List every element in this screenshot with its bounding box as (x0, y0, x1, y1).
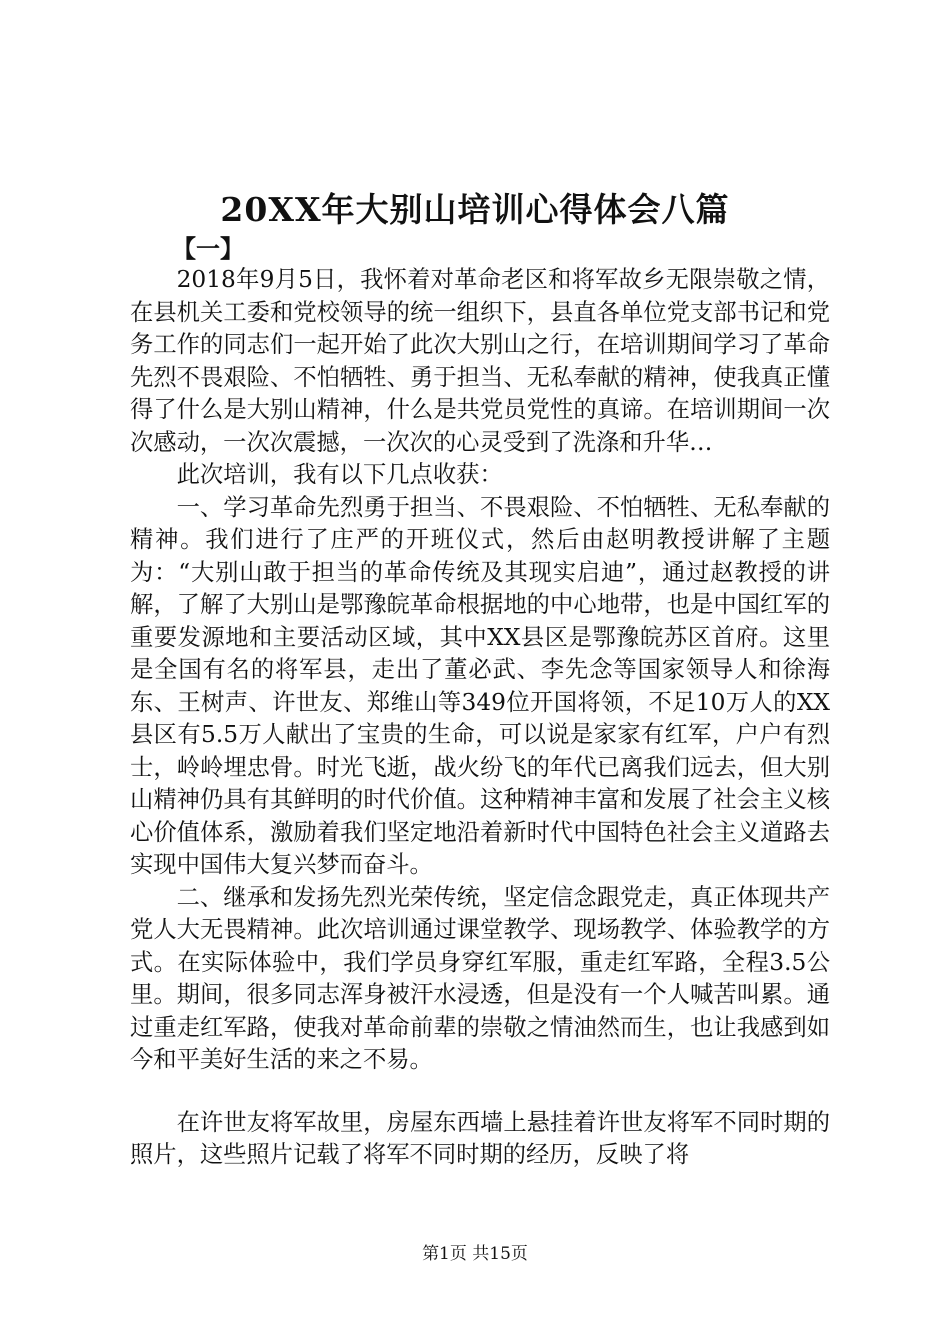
paragraph-xu-shiyou-hometown: 在许世友将军故里，房屋东西墙上悬挂着许世友将军不同时期的照片，这些照片记载了将军不同时期的经历，反映了将 (130, 1108, 830, 1168)
document-title: 20XX年大别山培训心得体会八篇 (220, 190, 730, 229)
paragraph-intro: 2018年9月5日，我怀着对革命老区和将军故乡无限崇敬之情，在县机关工委和党校领导的统一组织下，县直各单位党支部书记和党务工作的同志们一起开始了此次大别山之行，在培训期间学习了革命先烈不畏艰险、不怕牺牲、勇于担当、无私奉献的精神，使我真正懂得了什么是大别山精神，什么是共党员党性的真谛。在培训期间一次次感动，一次次震撼，一次次的心灵受到了洗涤和升华… (130, 266, 830, 456)
paragraph-spacer (130, 1077, 830, 1107)
paragraph-gains-heading: 此次培训，我有以下几点收获： (176, 461, 503, 488)
paragraph-point-two: 二、继承和发扬先烈光荣传统，坚定信念跟党走，真正体现共产党人大无畏精神。此次培训通过课堂教学、现场教学、体验教学的方式。在实际体验中，我们学员身穿红军服，重走红军路，全程3.5公里。期间，很多同志浑身被汗水浸透，但是没有一个人喊苦叫累。通过重走红军路，使我对革命前辈的崇敬之情油然而生，也让我感到如今和平美好生活的来之不易。 (130, 883, 830, 1073)
document-body (130, 264, 830, 1172)
page-footer: 第1页 共15页 (422, 1244, 528, 1264)
paragraph-point-one: 一、学习革命先烈勇于担当、不畏艰险、不怕牺牲、无私奉献的精神。我们进行了庄严的开班仪式，然后由赵明教授讲解了主题为：“大别山敢于担当的革命传统及其现实启迪”，通过赵教授的讲解，了解了大别山是鄂豫皖革命根据地的中心地带，也是中国红军的重要发源地和主要活动区域，其中XX县区是鄂豫皖苏区首府。这里是全国有名的将军县，走出了董必武、李先念等国家领导人和徐海东、王树声、许世友、郑维山等349位开国将领，不足10万人的XX县区有5.5万人献出了宝贵的生命，可以说是家家有红军，户户有烈士，岭岭埋忠骨。时光飞逝，战火纷飞的年代已离我们远去，但大别山精神仍具有其鲜明的时代价值。这种精神丰富和发展了社会主义核心价值体系，激励着我们坚定地沿着新时代中国特色社会主义道路去实现中国伟大复兴梦而奋斗。 (130, 493, 830, 878)
section-label: 【一】 (172, 234, 244, 263)
